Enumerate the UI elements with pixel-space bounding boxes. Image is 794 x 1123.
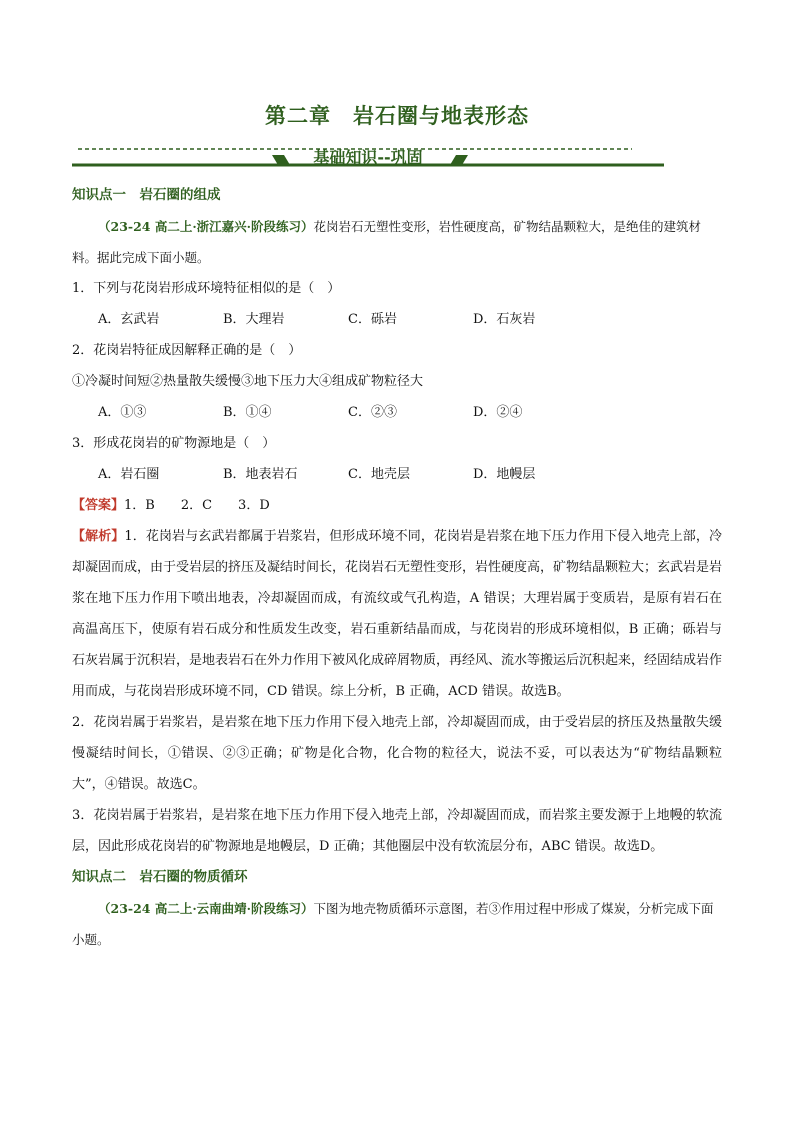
option-d: D．②④ (473, 405, 523, 420)
analysis-1 (72, 521, 722, 707)
analysis-3: 3．花岗岩属于岩浆岩，是岩浆在地下压力作用下侵入地壳上部，冷却凝固而成，而岩浆主要发源于上地幔的软流层，因此形成花岗岩的矿物源地是地幔层，D 正确；其他圈层中没有软流层分布，ABC 错误。故选D。 (72, 808, 722, 854)
option-d: D．石灰岩 (473, 312, 536, 327)
option-a: A．①③ (98, 405, 147, 420)
question-2-items: ①冷凝时间短②热量散失缓慢③地下压力大④组成矿物粒径大 (72, 374, 424, 389)
question-2-options (72, 397, 722, 428)
source-1: （23-24 高二上·浙江嘉兴·阶段练习） (98, 219, 314, 234)
analysis-2: 2．花岗岩属于岩浆岩，是岩浆在地下压力作用下侵入地壳上部，冷却凝固而成，由于受岩层的挤压及热量散失缓慢凝结时间长，①错误、②③正确；矿物是化合物，化合物的粒径大，说法不妥，可以表达为“矿物结晶颗粒大”，④错误。故选C。 (72, 715, 722, 792)
section-heading-2: 知识点二 岩石圈的物质循环 (72, 869, 248, 885)
question-1-options (72, 304, 722, 335)
intro-text-2: 下图为地壳物质循环示意图，若③作用过程中形成了煤炭，分析完成下面小题。 (72, 901, 714, 947)
chapter-title: 第二章 岩石圈与地表形态 (265, 104, 529, 128)
intro-1 (72, 211, 722, 273)
question-3-options (72, 459, 722, 490)
option-c: C．②③ (348, 405, 397, 420)
answer-line (72, 490, 722, 521)
answer-label: 【答案】 (72, 498, 125, 513)
option-b: B．大理岩 (223, 312, 285, 327)
question-1: 1．下列与花岗岩形成环境特征相似的是（ ） (72, 281, 341, 296)
option-d: D．地幔层 (473, 467, 536, 482)
intro-2 (72, 893, 722, 955)
option-c: C．地壳层 (348, 467, 410, 482)
answer-text: 1．B 2．C 3．D (124, 498, 270, 513)
option-b: B．①④ (223, 405, 272, 420)
option-b: B．地表岩石 (223, 467, 298, 482)
analysis-label: 【解析】 (72, 529, 125, 544)
intro-text-1: 花岗岩石无塑性变形，岩性硬度高，矿物结晶颗粒大，是绝佳的建筑材料。据此完成下面小题。 (72, 219, 702, 265)
analysis-1-text: 1．花岗岩与玄武岩都属于岩浆岩，但形成环境不同，花岗岩是岩浆在地下压力作用下侵入地壳上部，冷却凝固而成，由于受岩层的挤压及凝结时间长，花岗岩石无塑性变形，岩性硬度高，矿物结晶颗粒大；玄武岩是岩浆在地下压力作用下喷出地表，冷却凝固而成，有流纹或气孔构造，A 错误；大理岩属于变质岩，是原有岩石在高温高压下，使原有岩石成分和性质发生改变，岩石重新结晶而成，与花岗岩的形成环境相似，B 正确；砾岩与石灰岩属于沉积岩，是地表岩石在外力作用下被风化成碎屑物质，再经风、流水等搬运后沉积起来，经固结成岩作用而成，与花岗岩形成环境不同，CD 错误。综上分析，B 正确，ACD 错误。故选B。 (72, 529, 723, 699)
banner-title: 基础知识--巩固 (313, 148, 423, 167)
question-3: 3．形成花岗岩的矿物源地是（ ） (72, 436, 276, 451)
option-a: A．岩石圈 (98, 467, 160, 482)
option-c: C．砾岩 (348, 312, 397, 327)
content (72, 180, 722, 955)
section-heading-1: 知识点一 岩石圈的组成 (72, 187, 221, 203)
option-a: A．玄武岩 (98, 312, 160, 327)
section-banner (72, 143, 664, 173)
question-2: 2．花岗岩特征成因解释正确的是（ ） (72, 343, 302, 358)
source-2: （23-24 高二上·云南曲靖·阶段练习） (98, 901, 314, 916)
